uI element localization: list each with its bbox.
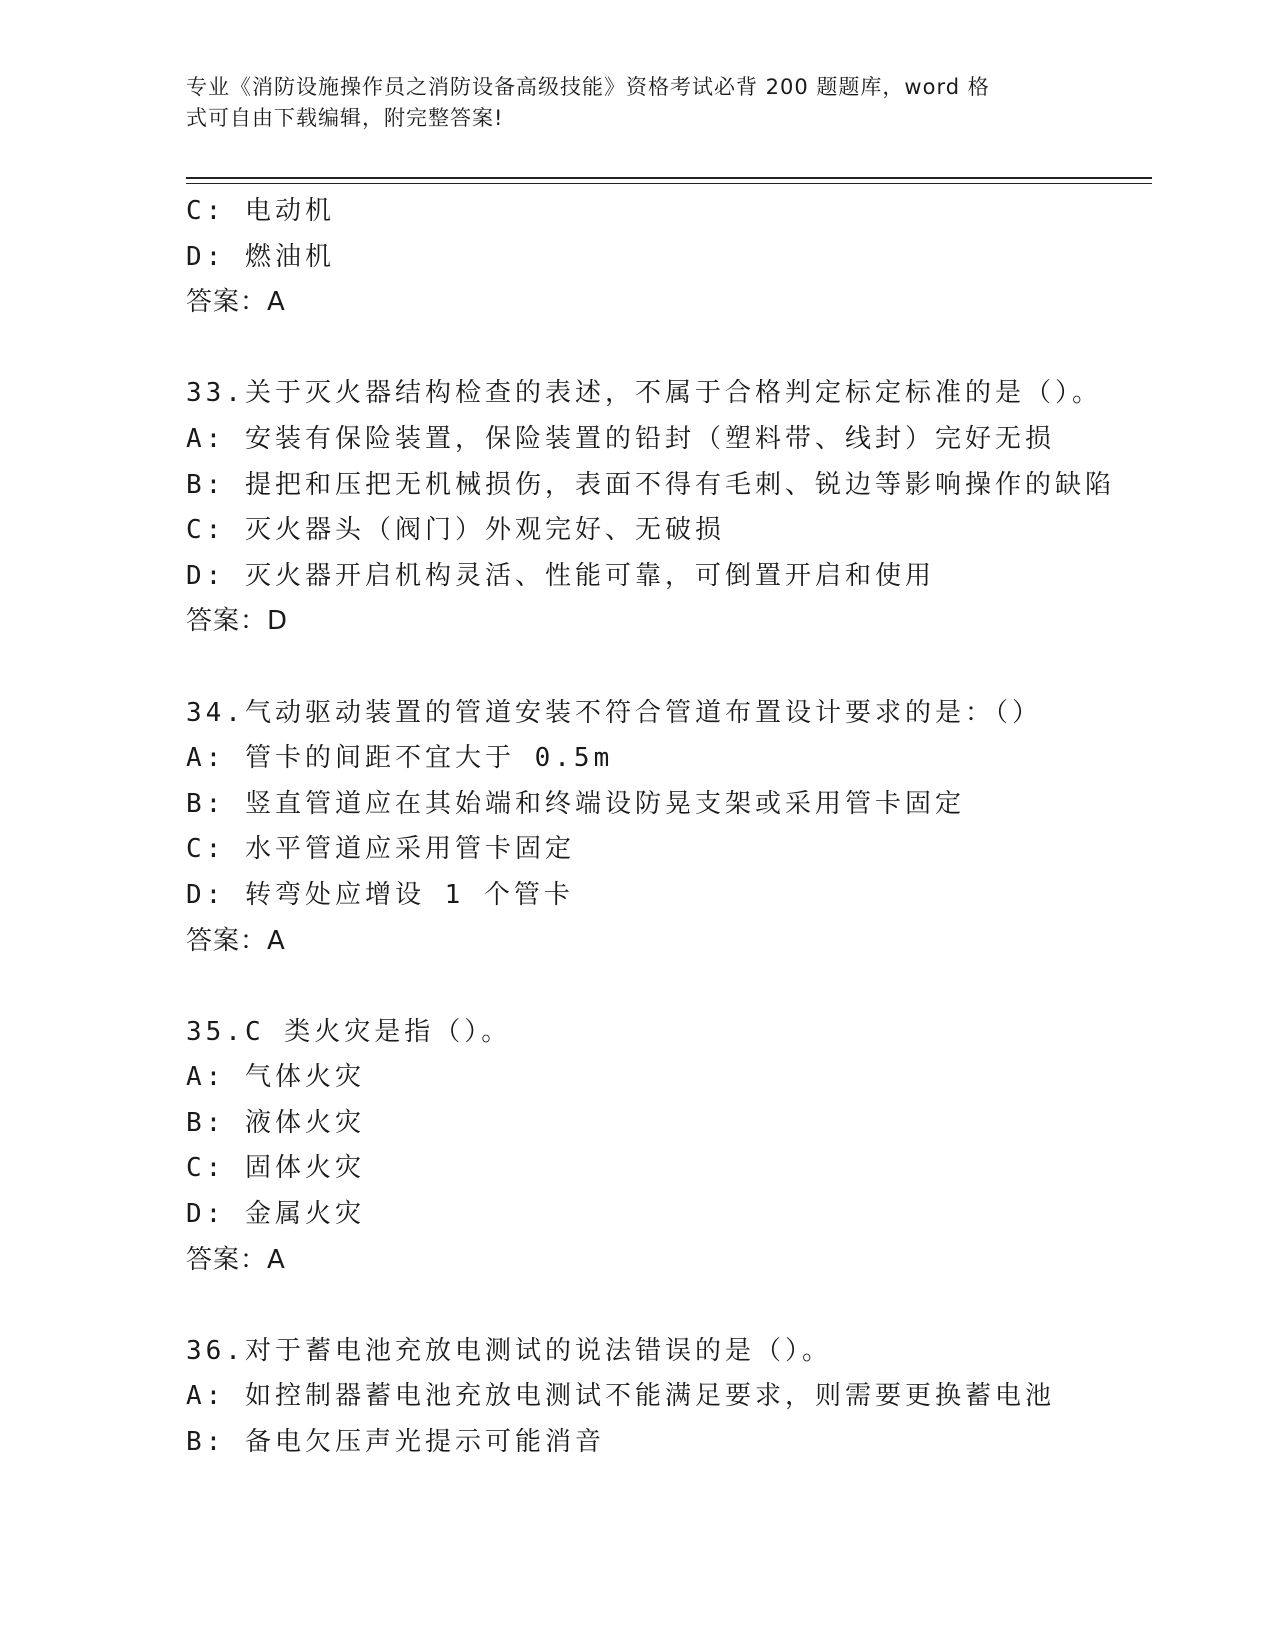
option-b: B: 液体火灾 <box>186 1107 365 1138</box>
spacer <box>186 645 1152 691</box>
answer: 答案：A <box>186 925 286 956</box>
option-c: C: 水平管道应采用管卡固定 <box>186 834 575 865</box>
option-a: A: 安装有保险装置，保险装置的铅封（塑料带、线封）完好无损 <box>186 423 1055 454</box>
option-d: D: 转弯处应增设 1 个管卡 <box>186 879 574 910</box>
option-d: D: 灭火器开启机构灵活、性能可靠，可倒置开启和使用 <box>186 560 935 591</box>
answer: 答案：D <box>186 606 289 637</box>
option-b: B: 竖直管道应在其始端和终端设防晃支架或采用管卡固定 <box>186 788 965 819</box>
question-list <box>186 189 1152 1466</box>
option-c: C: 电动机 <box>186 196 335 226</box>
question-33 <box>186 371 1152 645</box>
option-a: A: 气体火灾 <box>186 1062 365 1093</box>
spacer <box>186 964 1152 1010</box>
option-b: B: 备电欠压声光提示可能消音 <box>186 1427 605 1458</box>
question-stem: 34.气动驱动装置的管道安装不符合管道布置设计要求的是：（） <box>186 697 1042 728</box>
option-b: B: 提把和压把无机械损伤，表面不得有毛刺、锐边等影响操作的缺陷 <box>186 469 1115 500</box>
question-34 <box>186 691 1152 965</box>
spacer <box>186 1283 1152 1329</box>
question-stem: 36.对于蓄电池充放电测试的说法错误的是（）。 <box>186 1335 832 1366</box>
document-header <box>186 72 1066 134</box>
header-line-1: 专业《消防设施操作员之消防设备高级技能》资格考试必背 200 题题库，word 格 <box>186 75 990 99</box>
question-35 <box>186 1010 1152 1284</box>
option-c: C: 固体火灾 <box>186 1153 365 1184</box>
question-stem: 35.C 类火灾是指（）。 <box>186 1016 512 1047</box>
spacer <box>186 326 1152 372</box>
question-36 <box>186 1329 1152 1466</box>
question-32-remainder <box>186 189 1152 326</box>
answer: 答案：A <box>186 287 286 318</box>
header-rule-thick <box>186 177 1152 179</box>
option-c: C: 灭火器头（阀门）外观完好、无破损 <box>186 515 725 546</box>
option-d: D: 燃油机 <box>186 241 335 272</box>
option-a: A: 如控制器蓄电池充放电测试不能满足要求，则需要更换蓄电池 <box>186 1381 1055 1412</box>
question-stem: 33.关于灭火器结构检查的表述，不属于合格判定标定标准的是（）。 <box>186 378 1102 409</box>
header-line-2: 式可自由下载编辑，附完整答案! <box>186 106 504 130</box>
option-d: D: 金属火灾 <box>186 1199 365 1230</box>
option-a: A: 管卡的间距不宜大于 0.5m <box>186 743 614 774</box>
header-rule-thin <box>186 183 1152 184</box>
answer: 答案：A <box>186 1244 286 1275</box>
